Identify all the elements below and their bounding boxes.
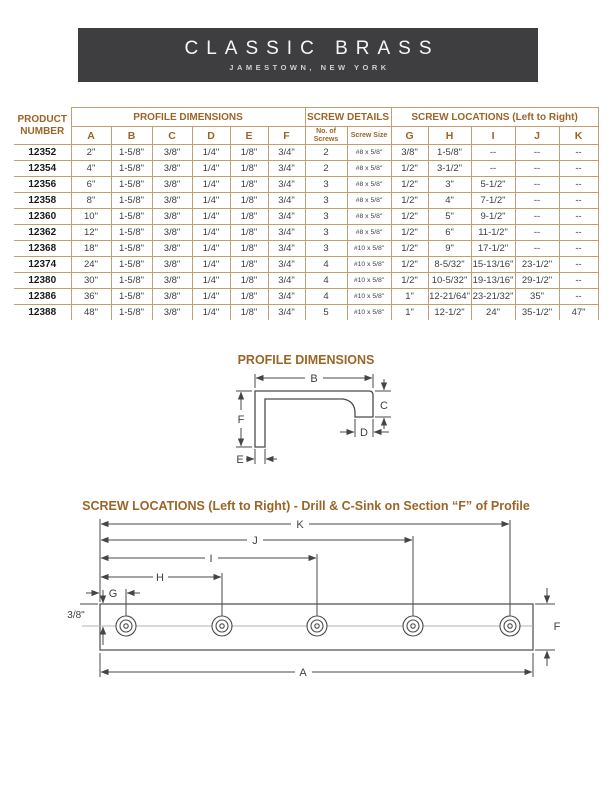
value-cell: 1/8" [230,209,268,225]
value-cell: 1/2" [391,177,428,193]
value-cell: 3/8" [152,161,192,177]
value-cell: 1-5/8" [111,225,152,241]
value-cell: 3 [305,241,347,257]
column-header-screw-size: Screw Size [347,127,391,145]
value-cell: 1/4" [192,161,230,177]
value-cell: -- [559,257,598,273]
value-cell: 35-1/2" [515,305,559,321]
value-cell: 1/2" [391,225,428,241]
dim-label-e: E [236,454,244,466]
value-cell: 19-13/16" [471,273,515,289]
value-cell: #8 x 5/8" [347,161,391,177]
value-cell: 1/4" [192,289,230,305]
dim-label-d: D [360,427,368,439]
edge-offset-label: 3/8" [67,610,85,621]
value-cell: #8 x 5/8" [347,145,391,161]
value-cell: 1/8" [230,241,268,257]
column-header-j: J [515,127,559,145]
value-cell: 3/8" [152,209,192,225]
value-cell: 23-21/32" [471,289,515,305]
value-cell: 4" [71,161,111,177]
table-row [14,177,598,193]
dim-label-c: C [380,400,388,412]
value-cell: 24" [71,257,111,273]
value-cell: 1/4" [192,193,230,209]
table-row [14,225,598,241]
column-header-g: G [391,127,428,145]
value-cell: -- [471,145,515,161]
value-cell: 1/8" [230,161,268,177]
product-number-cell: 12356 [14,177,71,193]
value-cell: 4 [305,289,347,305]
value-cell: 3/8" [152,273,192,289]
value-cell: 3/8" [391,145,428,161]
value-cell: 11-1/2" [471,225,515,241]
value-cell: 1/4" [192,241,230,257]
value-cell: 1/2" [391,193,428,209]
table-row [14,161,598,177]
value-cell: 3/4" [268,193,305,209]
value-cell: 30" [71,273,111,289]
value-cell: #8 x 5/8" [347,225,391,241]
value-cell: -- [559,273,598,289]
value-cell: 3 [305,225,347,241]
value-cell: 1/8" [230,177,268,193]
value-cell: 1/2" [391,241,428,257]
value-cell: 3/4" [268,273,305,289]
screw-locations-header: SCREW LOCATIONS (Left to Right) [391,108,598,127]
value-cell: 4 [305,273,347,289]
value-cell: 35" [515,289,559,305]
dim-label-f-height: F [553,621,561,633]
product-number-cell: 12380 [14,273,71,289]
value-cell: 36" [71,289,111,305]
value-cell: 6" [71,177,111,193]
dim-label-k: K [296,519,304,531]
value-cell: 1/2" [391,257,428,273]
profile-dimensions-header: PROFILE DIMENSIONS [71,108,305,127]
value-cell: 9" [428,241,471,257]
screw-details-header: SCREW DETAILS [305,108,391,127]
value-cell: 3/8" [152,193,192,209]
value-cell: 1-5/8" [428,145,471,161]
column-header-a: A [71,127,111,145]
value-cell: 3/8" [152,145,192,161]
value-cell: 1-5/8" [111,193,152,209]
value-cell: 1/4" [192,225,230,241]
dim-label-f: F [237,414,245,426]
value-cell: #10 x 5/8" [347,273,391,289]
value-cell: 4" [428,193,471,209]
dim-label-b: B [310,373,318,385]
value-cell: 1/8" [230,225,268,241]
column-header-c: C [152,127,192,145]
dim-e [246,449,277,464]
product-number-cell: 12374 [14,257,71,273]
value-cell: 3/4" [268,305,305,321]
value-cell: 1/4" [192,145,230,161]
screw-hole [212,616,232,636]
value-cell: #10 x 5/8" [347,305,391,321]
value-cell: #10 x 5/8" [347,257,391,273]
column-header-h: H [428,127,471,145]
value-cell: #8 x 5/8" [347,177,391,193]
value-cell: 2 [305,145,347,161]
product-number-header: PRODUCT NUMBER [14,108,71,145]
value-cell: 47" [559,305,598,321]
table-row [14,273,598,289]
value-cell: 1/2" [391,161,428,177]
value-cell: 1-5/8" [111,289,152,305]
product-number-cell: 12386 [14,289,71,305]
value-cell: 1/8" [230,273,268,289]
value-cell: 1/2" [391,273,428,289]
value-cell: 1-5/8" [111,177,152,193]
dim-label-h: H [156,572,164,584]
screw-hole [500,616,520,636]
value-cell: 3 [305,209,347,225]
value-cell: 3/8" [152,305,192,321]
dim-label-a: A [299,667,307,679]
value-cell: 1/4" [192,257,230,273]
value-cell: 3/8" [152,177,192,193]
value-cell: 12-21/64" [428,289,471,305]
value-cell: 1-5/8" [111,257,152,273]
value-cell: 3-1/2" [428,161,471,177]
column-header-d: D [192,127,230,145]
value-cell: -- [559,193,598,209]
value-cell: 2 [305,161,347,177]
value-cell: 3/4" [268,257,305,273]
value-cell: 3" [428,177,471,193]
product-number-cell: 12388 [14,305,71,321]
spec-table [14,107,599,320]
screw-locations-title: SCREW LOCATIONS (Left to Right) - Drill & C-Sink on Section “F” of Profile [82,499,530,513]
table-row [14,257,598,273]
dim-label-j: J [252,535,258,547]
value-cell: -- [559,145,598,161]
column-header-k: K [559,127,598,145]
value-cell: #8 x 5/8" [347,193,391,209]
value-cell: 15-13/16" [471,257,515,273]
value-cell: 2" [71,145,111,161]
value-cell: 8" [71,193,111,209]
column-header-no-of-screws: No. of Screws [305,127,347,145]
value-cell: #8 x 5/8" [347,209,391,225]
value-cell: 1/8" [230,193,268,209]
value-cell: 1-5/8" [111,161,152,177]
value-cell: -- [515,161,559,177]
value-cell: -- [515,193,559,209]
value-cell: -- [559,177,598,193]
value-cell: #10 x 5/8" [347,241,391,257]
value-cell: 1" [391,305,428,321]
value-cell: 4 [305,257,347,273]
screw-locations-diagram [55,515,567,687]
value-cell: 3/4" [268,177,305,193]
value-cell: -- [515,177,559,193]
value-cell: -- [559,225,598,241]
value-cell: -- [559,241,598,257]
column-header-i: I [471,127,515,145]
value-cell: 5" [428,209,471,225]
value-cell: 1/8" [230,289,268,305]
value-cell: 8-5/32" [428,257,471,273]
value-cell: 12-1/2" [428,305,471,321]
value-cell: 3/4" [268,289,305,305]
column-header-b: B [111,127,152,145]
value-cell: 3 [305,193,347,209]
value-cell: 3/8" [152,289,192,305]
value-cell: 1/8" [230,145,268,161]
value-cell: 5-1/2" [471,177,515,193]
value-cell: 1-5/8" [111,305,152,321]
value-cell: 3/4" [268,241,305,257]
table-row [14,241,598,257]
value-cell: 3 [305,177,347,193]
value-cell: 1/8" [230,257,268,273]
value-cell: 1/4" [192,273,230,289]
value-cell: -- [559,161,598,177]
value-cell: -- [515,225,559,241]
value-cell: 7-1/2" [471,193,515,209]
value-cell: 3/4" [268,145,305,161]
value-cell: 1/4" [192,177,230,193]
value-cell: 17-1/2" [471,241,515,257]
value-cell: 10" [71,209,111,225]
dim-label-g: G [108,588,118,600]
value-cell: -- [471,161,515,177]
value-cell: 5 [305,305,347,321]
value-cell: 1" [391,289,428,305]
value-cell: -- [559,289,598,305]
value-cell: 1/4" [192,209,230,225]
column-header-f: F [268,127,305,145]
product-number-cell: 12354 [14,161,71,177]
value-cell: 3/8" [152,257,192,273]
table-subheader-row [14,127,598,145]
table-group-header-row [14,108,598,127]
value-cell: -- [515,209,559,225]
screw-hole [116,616,136,636]
value-cell: 1-5/8" [111,241,152,257]
brand-header [78,28,538,82]
value-cell: 23-1/2" [515,257,559,273]
value-cell: 1-5/8" [111,209,152,225]
table-row [14,145,598,161]
brand-location: JAMESTOWN, NEW YORK [229,63,390,72]
dim-label-i: I [209,553,213,565]
extension-lines [80,519,555,677]
product-number-cell: 12360 [14,209,71,225]
value-cell: 18" [71,241,111,257]
value-cell: 1/2" [391,209,428,225]
value-cell: 29-1/2" [515,273,559,289]
value-cell: -- [559,209,598,225]
table-row [14,305,598,321]
value-cell: #10 x 5/8" [347,289,391,305]
product-number-cell: 12358 [14,193,71,209]
value-cell: 9-1/2" [471,209,515,225]
product-number-cell: 12368 [14,241,71,257]
value-cell: 1/8" [230,305,268,321]
value-cell: 3/4" [268,209,305,225]
brand-name: CLASSIC BRASS [184,38,440,59]
value-cell: 3/4" [268,225,305,241]
table-row [14,289,598,305]
value-cell: 1-5/8" [111,145,152,161]
value-cell: 12" [71,225,111,241]
value-cell: 6" [428,225,471,241]
product-number-cell: 12362 [14,225,71,241]
screw-hole [307,616,327,636]
profile-dimensions-diagram [228,370,408,472]
value-cell: 10-5/32" [428,273,471,289]
value-cell: 1/4" [192,305,230,321]
value-cell: -- [515,241,559,257]
table-row [14,209,598,225]
value-cell: 3/8" [152,241,192,257]
value-cell: -- [515,145,559,161]
value-cell: 1-5/8" [111,273,152,289]
profile-dimensions-title: PROFILE DIMENSIONS [237,353,375,367]
column-header-e: E [230,127,268,145]
value-cell: 3/8" [152,225,192,241]
screw-hole [403,616,423,636]
value-cell: 3/4" [268,161,305,177]
value-cell: 48" [71,305,111,321]
product-number-cell: 12352 [14,145,71,161]
value-cell: 24" [471,305,515,321]
table-row [14,193,598,209]
